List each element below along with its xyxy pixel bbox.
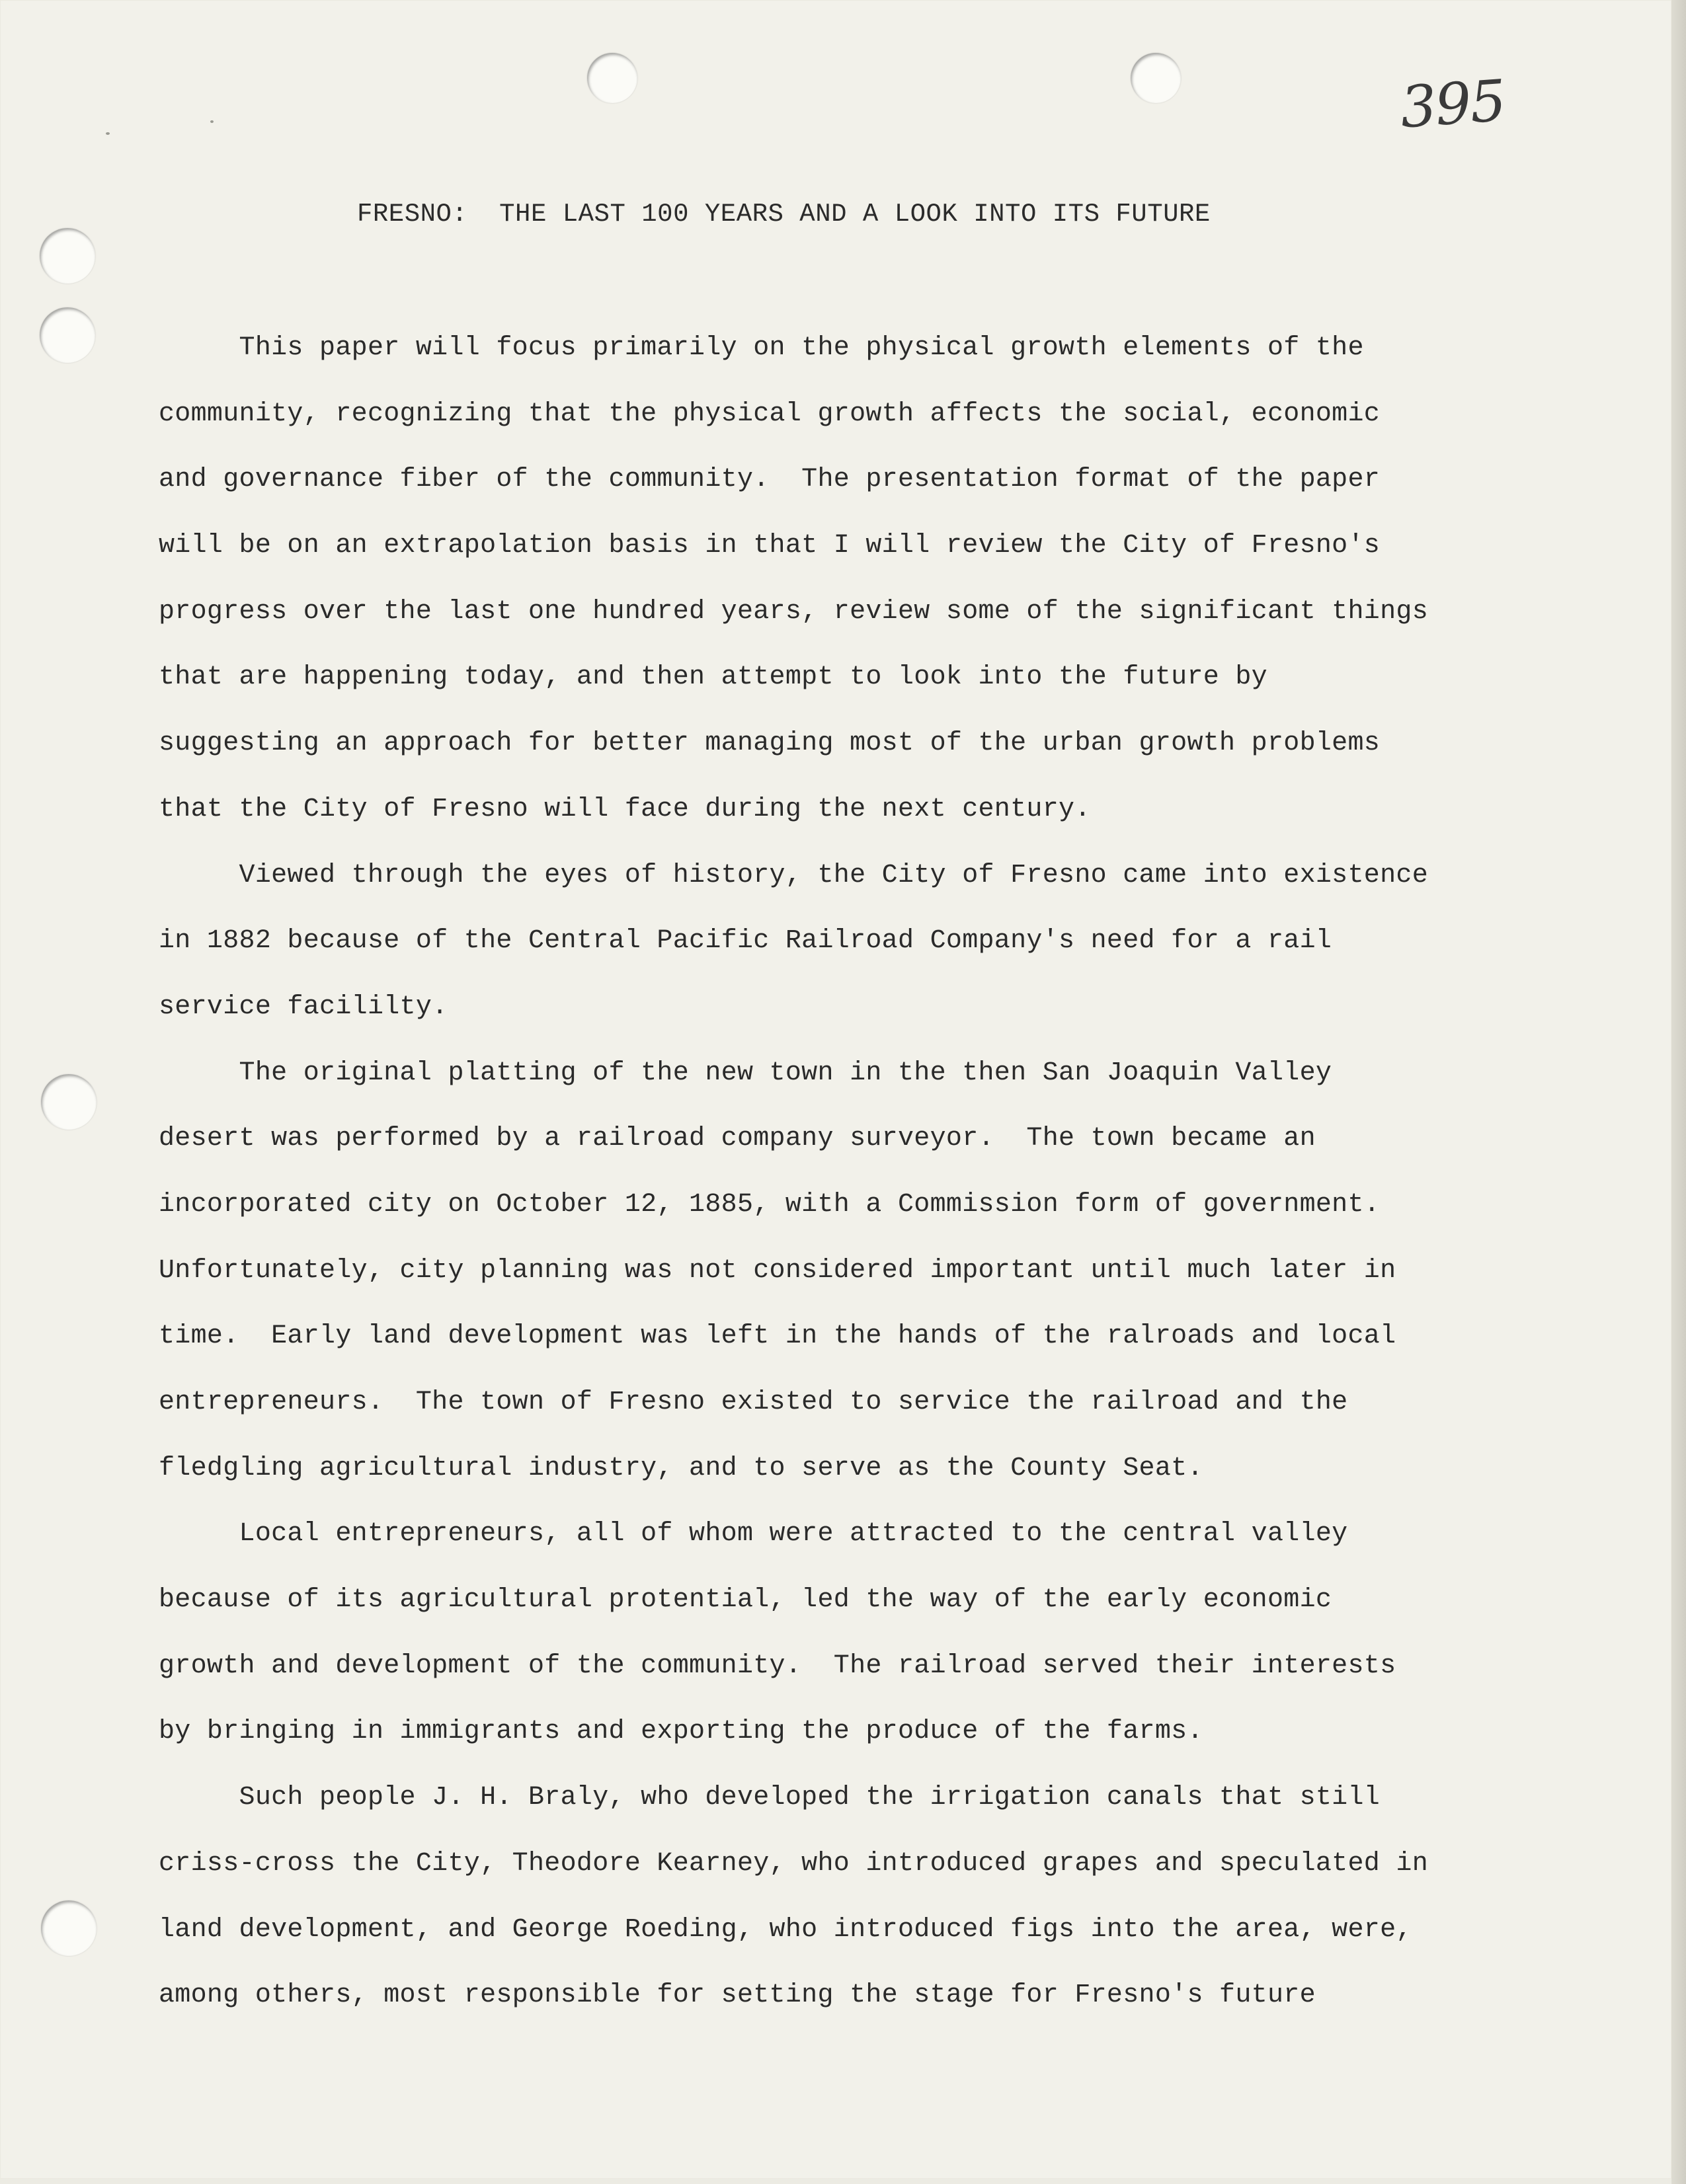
punch-hole-top-right [1131,53,1181,103]
punch-hole-top-left [587,53,637,103]
text-line: that are happening today, and then attempt to look into the future by [159,662,1267,693]
punch-hole-left-1 [40,228,95,284]
text-line: Such people J. H. Braly, who developed the irrigation canals that still [159,1783,1381,1813]
text-line: growth and development of the community. The railroad served their interests [159,1651,1396,1681]
punch-hole-left-2 [40,307,95,363]
text-line: among others, most responsible for setting the stage for Fresno's future [159,1980,1316,2011]
text-line: and governance fiber of the community. The presentation format of the paper [159,465,1381,495]
text-line: fledgling agricultural industry, and to serve as the County Seat. [159,1453,1203,1483]
text-line: Local entrepreneurs, all of whom were attracted to the central valley [159,1519,1348,1549]
text-line: entrepreneurs. The town of Fresno existed to service the railroad and the [159,1387,1348,1417]
text-line: service facililty. [159,992,448,1022]
text-line: time. Early land development was left in the hands of the ralroads and local [159,1321,1396,1352]
text-line: community, recognizing that the physical growth affects the social, economic [159,399,1381,429]
text-line: that the City of Fresno will face during the next century. [159,794,1091,824]
text-line: desert was performed by a railroad company surveyor. The town became an [159,1124,1316,1154]
text-line: suggesting an approach for better managing most of the urban growth problems [159,728,1381,759]
page-edge-shadow [1671,0,1686,2184]
punch-hole-left-4 [41,1900,97,1956]
body-text [159,325,1534,2039]
text-line: because of its agricultural protential, led the way of the early economic [159,1585,1332,1616]
page-number: 395 [1398,67,1507,141]
paper-speck [210,120,214,123]
text-line: The original platting of the new town in the then San Joaquin Valley [159,1058,1332,1088]
text-line: criss-cross the City, Theodore Kearney, who introduced grapes and speculated in [159,1848,1429,1879]
text-line: progress over the last one hundred years, review some of the significant things [159,596,1429,627]
text-line: incorporated city on October 12, 1885, with a Commission form of government. [159,1189,1381,1220]
text-line: in 1882 because of the Central Pacific Railroad Company's need for a rail [159,926,1332,956]
text-line: by bringing in immigrants and exporting the produce of the farms. [159,1717,1203,1747]
text-line: This paper will focus primarily on the physical growth elements of the [159,333,1364,363]
document-title: FRESNO: THE LAST 100 YEARS AND A LOOK INTO ITS FUTURE [357,200,1211,229]
text-line: land development, and George Roeding, who introduced figs into the area, were, [159,1914,1412,1945]
text-line: Viewed through the eyes of history, the City of Fresno came into existence [159,860,1429,890]
punch-hole-left-3 [41,1074,97,1130]
text-line: Unfortunately, city planning was not considered important until much later in [159,1255,1396,1286]
paper-speck [106,132,110,135]
text-line: will be on an extrapolation basis in that I will review the City of Fresno's [159,531,1381,561]
